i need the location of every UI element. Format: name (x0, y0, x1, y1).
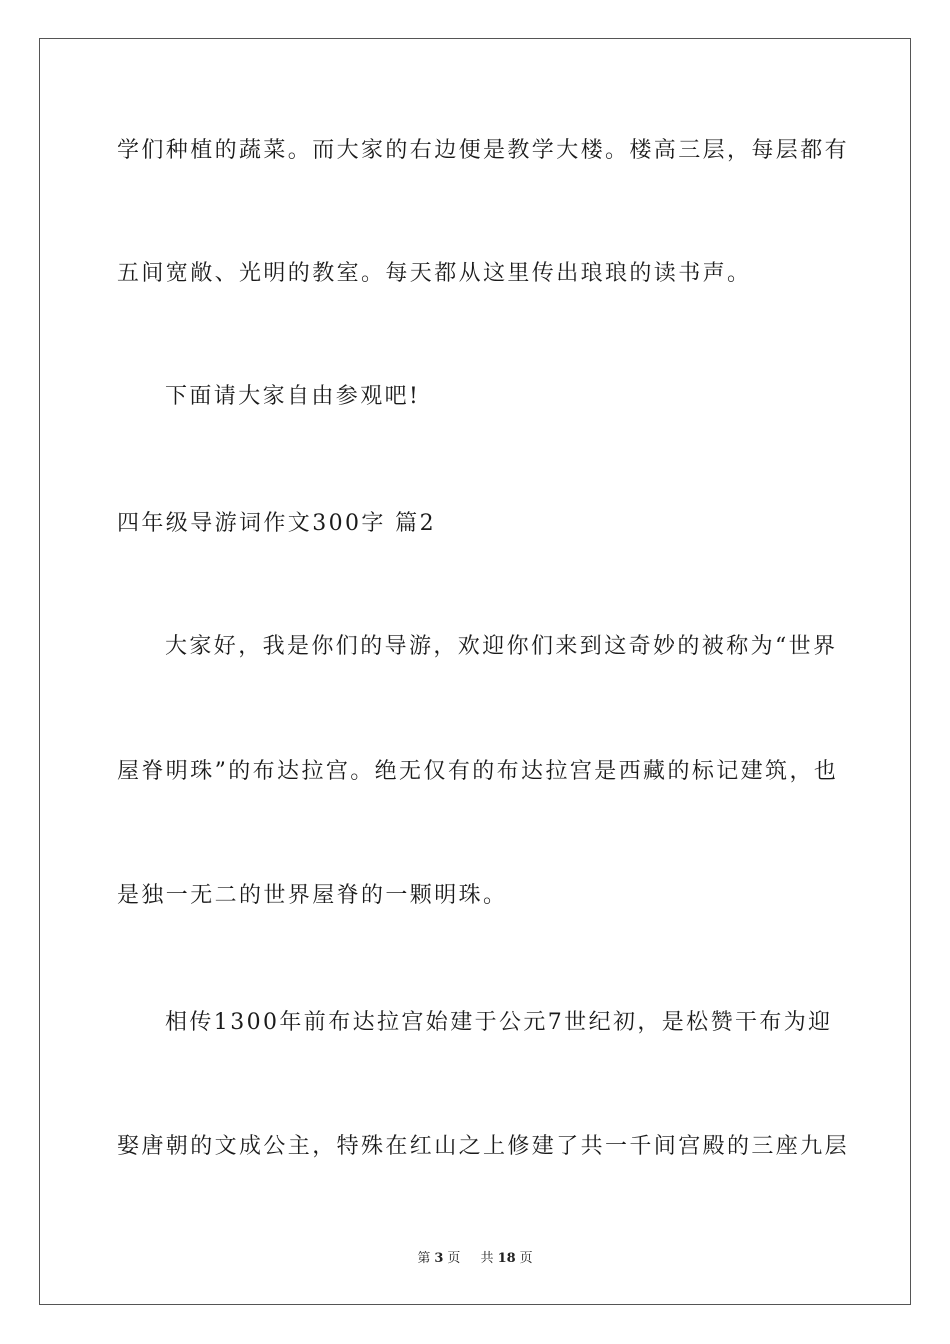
paragraph-line-2: 五间宽敞、光明的教室。每天都从这里传出琅琅的读书声。 (117, 261, 752, 286)
page-footer (0, 1247, 950, 1266)
paragraph-line-1: 学们种植的蔬菜。而大家的右边便是教学大楼。楼高三层，每层都有 (117, 138, 850, 163)
paragraph-line-9: 娶唐朝的文成公主，特殊在红山之上修建了共一千间宫殿的三座九层 (117, 1134, 850, 1159)
page-number: 3 (434, 1251, 444, 1266)
paragraph-line-3: 下面请大家自由参观吧! (165, 384, 421, 409)
total-indicator (477, 1251, 537, 1266)
total-prefix: 共 (480, 1251, 494, 1266)
section-heading: 四年级导游词作文300字 篇2 (117, 511, 436, 536)
paragraph-line-5: 大家好，我是你们的导游，欢迎你们来到这奇妙的被称为“世界 (165, 634, 838, 659)
paragraph-line-8: 相传1300年前布达拉宫始建于公元7世纪初，是松赞干布为迎 (165, 1010, 833, 1035)
total-pages: 18 (497, 1251, 516, 1266)
page-border (39, 38, 911, 1305)
page-indicator (413, 1251, 464, 1266)
paragraph-line-6: 屋脊明珠”的布达拉宫。绝无仅有的布达拉宫是西藏的标记建筑，也 (117, 759, 839, 784)
page-prefix: 第 (417, 1251, 431, 1266)
total-suffix: 页 (519, 1251, 533, 1266)
page-suffix: 页 (447, 1251, 461, 1266)
paragraph-line-7: 是独一无二的世界屋脊的一颗明珠。 (117, 883, 508, 908)
